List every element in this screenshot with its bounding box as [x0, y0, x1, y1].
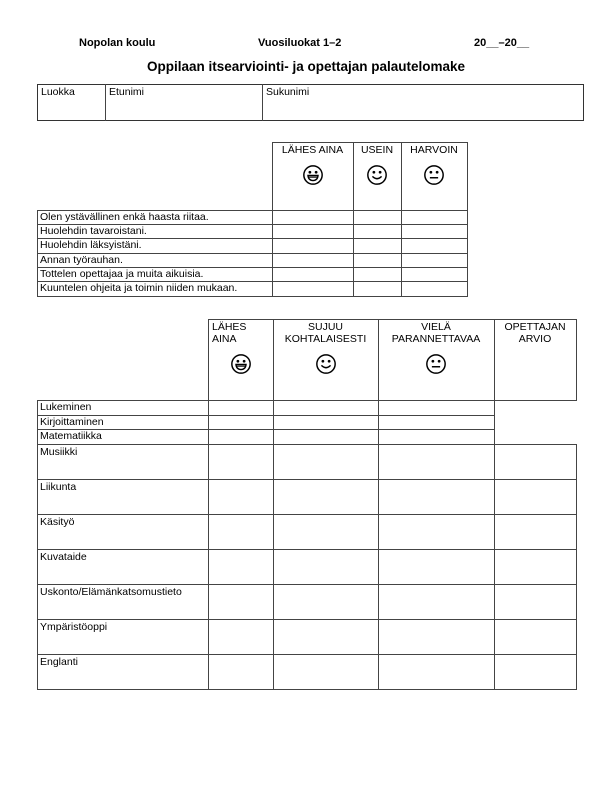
rating-cell[interactable]: [209, 480, 273, 514]
column-header-label: USEIN: [360, 144, 394, 156]
last-name-label: Sukunimi: [266, 86, 310, 98]
column-header-2: [353, 142, 401, 210]
rating-cell[interactable]: [354, 282, 401, 296]
subject-row-label: Kirjoittaminen: [40, 416, 104, 428]
subject-row-label: Lukeminen: [40, 401, 92, 413]
rating-cell[interactable]: [379, 655, 494, 689]
rating-cell[interactable]: [274, 550, 378, 584]
column-header-line1: LÄHES: [212, 321, 247, 333]
form-title: Oppilaan itsearviointi- ja opettajan palautelomake: [146, 59, 466, 74]
rating-cell[interactable]: [354, 225, 401, 238]
rating-cell[interactable]: [209, 620, 273, 654]
subject-row-label: Musiikki: [40, 446, 78, 458]
column-header-1: [272, 142, 353, 210]
column-divider: [576, 319, 577, 401]
teacher-assessment-cell[interactable]: [495, 585, 576, 619]
rating-cell[interactable]: [274, 445, 378, 479]
neutral-face-icon: [423, 164, 445, 186]
rating-cell[interactable]: [354, 268, 401, 281]
behavior-row-label: Annan työrauhan.: [40, 254, 123, 266]
subject-row-label: Ympäristöoppi: [40, 621, 108, 633]
rating-cell[interactable]: [274, 655, 378, 689]
rating-cell[interactable]: [274, 416, 378, 429]
class-field[interactable]: [38, 85, 105, 120]
rating-cell[interactable]: [402, 268, 467, 281]
rating-cell[interactable]: [379, 620, 494, 654]
rating-cell[interactable]: [402, 239, 467, 253]
first-name-label: Etunimi: [109, 86, 145, 98]
grinning-face-icon: [302, 164, 324, 186]
rating-cell[interactable]: [379, 430, 494, 444]
behavior-row-label: Huolehdin läksyistäni.: [40, 239, 142, 251]
column-header-label: LÄHES AINA: [281, 144, 344, 156]
column-header-line2: ARVIO: [518, 332, 552, 345]
behavior-row-label: Kuuntelen ohjeita ja toimin niiden mukaan.: [40, 282, 238, 294]
subject-row-label: Kuvataide: [40, 551, 87, 563]
teacher-assessment-cell[interactable]: [495, 620, 576, 654]
column-header-label: HARVOIN: [410, 144, 458, 156]
rating-cell[interactable]: [379, 550, 494, 584]
subject-row-label: Uskonto/Elämänkatsomustieto: [40, 586, 182, 598]
subject-row-label: Liikunta: [40, 481, 77, 493]
rating-cell[interactable]: [209, 550, 273, 584]
rating-cell[interactable]: [209, 655, 273, 689]
rating-cell[interactable]: [402, 254, 467, 267]
column-header-line2: AINA: [212, 332, 237, 345]
rating-cell[interactable]: [379, 445, 494, 479]
teacher-assessment-cell[interactable]: [495, 445, 576, 479]
teacher-assessment-cell[interactable]: [495, 515, 576, 549]
rating-cell[interactable]: [274, 480, 378, 514]
rating-cell[interactable]: [209, 585, 273, 619]
subject-row-label: Käsityö: [40, 516, 75, 528]
rating-cell[interactable]: [379, 416, 494, 429]
rating-cell[interactable]: [274, 430, 378, 444]
row-divider: [37, 689, 577, 690]
behavior-row-label: Huolehdin tavaroistani.: [40, 225, 147, 237]
column-header-line1: VIELÄ: [421, 321, 451, 333]
teacher-assessment-cell[interactable]: [495, 655, 576, 689]
school-name: Nopolan koulu: [79, 37, 156, 49]
rating-cell[interactable]: [209, 515, 273, 549]
rating-cell[interactable]: [274, 620, 378, 654]
column-header-line2: PARANNETTAVAA: [391, 332, 481, 345]
column-header-3: [401, 142, 467, 210]
rating-cell[interactable]: [273, 211, 353, 224]
column-divider: [467, 142, 468, 297]
grade-levels: Vuosiluokat 1–2: [258, 37, 342, 49]
behavior-row-label: Olen ystävällinen enkä haasta riitaa.: [40, 211, 209, 223]
rating-cell[interactable]: [209, 416, 273, 429]
rating-cell[interactable]: [402, 282, 467, 296]
rating-cell[interactable]: [354, 254, 401, 267]
rating-cell[interactable]: [274, 515, 378, 549]
rating-cell[interactable]: [273, 225, 353, 238]
column-header-1: [208, 319, 273, 400]
behavior-row-label: Tottelen opettajaa ja muita aikuisia.: [40, 268, 204, 280]
rating-cell[interactable]: [379, 515, 494, 549]
rating-cell[interactable]: [402, 211, 467, 224]
last-name-field[interactable]: [263, 85, 583, 120]
grinning-face-icon: [230, 353, 252, 375]
subject-row-label: Matematiikka: [40, 430, 102, 442]
rating-cell[interactable]: [274, 585, 378, 619]
smiling-face-icon: [315, 353, 337, 375]
rating-cell[interactable]: [273, 239, 353, 253]
column-header-line1: SUJUU: [307, 321, 343, 333]
column-header-2: [273, 319, 378, 400]
smiling-face-icon: [366, 164, 388, 186]
teacher-assessment-cell[interactable]: [495, 550, 576, 584]
column-header-3: [378, 319, 494, 400]
column-header-line2: KOHTALAISESTI: [284, 332, 367, 345]
school-year: 20__–20__: [474, 37, 530, 49]
column-header-4: [494, 319, 576, 400]
rating-cell[interactable]: [273, 282, 353, 296]
class-label: Luokka: [41, 86, 75, 98]
rating-cell[interactable]: [402, 225, 467, 238]
subject-row-label: Englanti: [40, 656, 78, 668]
rating-cell[interactable]: [379, 585, 494, 619]
neutral-face-icon: [425, 353, 447, 375]
rating-cell[interactable]: [379, 480, 494, 514]
rating-cell[interactable]: [273, 268, 353, 281]
column-header-line1: OPETTAJAN: [504, 321, 566, 333]
rating-cell[interactable]: [209, 401, 273, 415]
rating-cell[interactable]: [209, 445, 273, 479]
first-name-field[interactable]: [106, 85, 262, 120]
row-divider: [37, 296, 468, 297]
rating-cell[interactable]: [273, 254, 353, 267]
rating-cell[interactable]: [274, 401, 378, 415]
rating-cell[interactable]: [379, 401, 494, 415]
rating-cell[interactable]: [209, 430, 273, 444]
teacher-assessment-cell[interactable]: [495, 480, 576, 514]
rating-cell[interactable]: [354, 211, 401, 224]
rating-cell[interactable]: [354, 239, 401, 253]
